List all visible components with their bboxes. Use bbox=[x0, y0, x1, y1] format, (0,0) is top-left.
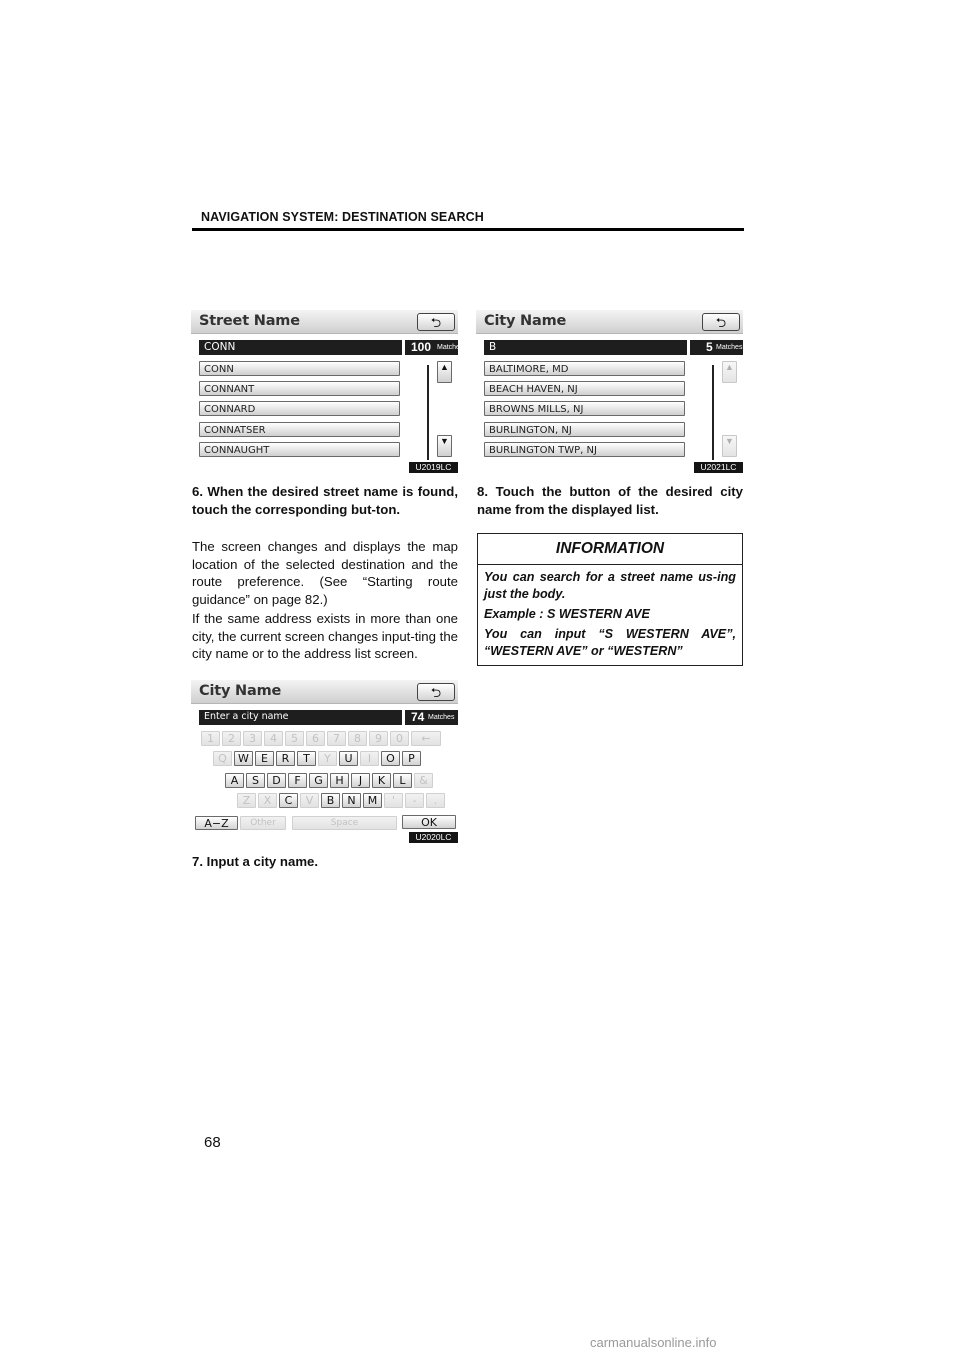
divider bbox=[402, 340, 405, 355]
keyboard-key[interactable]: H bbox=[330, 773, 349, 788]
keyboard-key[interactable]: X bbox=[258, 793, 277, 808]
keyboard-key[interactable]: N bbox=[342, 793, 361, 808]
scroll-up-button[interactable]: ▲ bbox=[722, 361, 737, 383]
space-button[interactable]: Space bbox=[292, 816, 397, 830]
match-label: Matches bbox=[428, 714, 455, 721]
keyboard-key[interactable]: B bbox=[321, 793, 340, 808]
keyboard-key[interactable]: W bbox=[234, 751, 253, 766]
keyboard-key[interactable]: G bbox=[309, 773, 328, 788]
search-input-value: B bbox=[489, 341, 497, 353]
keyboard-key[interactable]: K bbox=[372, 773, 391, 788]
divider bbox=[402, 710, 405, 725]
header-rule bbox=[192, 228, 744, 231]
keyboard-key[interactable]: D bbox=[267, 773, 286, 788]
keyboard-key[interactable]: . bbox=[426, 793, 445, 808]
back-arrow-icon: ⮌ bbox=[715, 314, 727, 330]
screen-title-bar bbox=[191, 310, 458, 334]
keyboard-key[interactable]: Q bbox=[213, 751, 232, 766]
keyboard-key[interactable]: M bbox=[363, 793, 382, 808]
street-list-item[interactable]: CONNANT bbox=[199, 381, 400, 396]
keyboard-key[interactable]: S bbox=[246, 773, 265, 788]
keyboard-key[interactable]: P bbox=[402, 751, 421, 766]
keyboard-key[interactable]: 7 bbox=[327, 731, 346, 746]
search-input-bar[interactable] bbox=[199, 340, 464, 355]
paragraph-same-address: If the same address exists in more than one city, the current screen changes input-ting the city name or to the address list screen. bbox=[192, 611, 458, 661]
step-6-text: 6. When the desired street name is found, touch the corresponding but-ton. bbox=[192, 484, 458, 517]
match-label: Matches bbox=[437, 344, 464, 351]
city-name-list-screen bbox=[476, 310, 743, 473]
back-arrow-icon: ⮌ bbox=[430, 314, 442, 330]
city-input-bar[interactable] bbox=[199, 710, 458, 725]
figure-code: U2019LC bbox=[409, 462, 458, 473]
scroll-down-button[interactable]: ▼ bbox=[722, 435, 737, 457]
keyboard-key[interactable]: 5 bbox=[285, 731, 304, 746]
keyboard-key[interactable]: ← bbox=[411, 731, 441, 746]
step-7-text: 7. Input a city name. bbox=[192, 854, 319, 869]
information-line: You can search for a street name us-ing just the body. bbox=[484, 570, 736, 601]
information-heading: INFORMATION bbox=[478, 534, 742, 565]
match-count: 100 bbox=[411, 340, 432, 354]
street-list-item[interactable]: CONNAUGHT bbox=[199, 442, 400, 457]
match-count: 5 bbox=[706, 340, 713, 354]
city-list-item[interactable]: BALTIMORE, MD bbox=[484, 361, 685, 376]
street-list-item[interactable]: CONNARD bbox=[199, 401, 400, 416]
keyboard-key[interactable]: T bbox=[297, 751, 316, 766]
screen-title: City Name bbox=[484, 313, 567, 329]
street-name-screen bbox=[191, 310, 464, 473]
information-box bbox=[477, 533, 743, 666]
keyboard-key[interactable]: A bbox=[225, 773, 244, 788]
keyboard-key[interactable]: 8 bbox=[348, 731, 367, 746]
keyboard-key[interactable]: I bbox=[360, 751, 379, 766]
figure-code: U2021LC bbox=[694, 462, 743, 473]
divider bbox=[687, 340, 690, 355]
screen-title: City Name bbox=[199, 683, 282, 699]
screen-title: Street Name bbox=[199, 313, 300, 329]
keyboard-key[interactable]: 4 bbox=[264, 731, 283, 746]
city-list-item[interactable]: BURLINGTON, NJ bbox=[484, 422, 685, 437]
keyboard-key[interactable]: 0 bbox=[390, 731, 409, 746]
ok-button[interactable]: OK bbox=[402, 815, 456, 829]
a-z-button[interactable]: A−Z bbox=[195, 816, 238, 830]
city-input-placeholder: Enter a city name bbox=[204, 711, 289, 722]
keyboard-key[interactable]: R bbox=[276, 751, 295, 766]
section-header: NAVIGATION SYSTEM: DESTINATION SEARCH bbox=[201, 210, 484, 224]
step-8-text: 8. Touch the button of the desired city name from the displayed list. bbox=[477, 484, 743, 517]
back-arrow-icon: ⮌ bbox=[430, 684, 442, 700]
keyboard-key[interactable]: Z bbox=[237, 793, 256, 808]
scrollbar-track[interactable] bbox=[427, 365, 429, 460]
keyboard-key[interactable]: L bbox=[393, 773, 412, 788]
keyboard-key[interactable]: 2 bbox=[222, 731, 241, 746]
city-list-item[interactable]: BEACH HAVEN, NJ bbox=[484, 381, 685, 396]
keyboard-key[interactable]: 9 bbox=[369, 731, 388, 746]
city-list-item[interactable]: BROWNS MILLS, NJ bbox=[484, 401, 685, 416]
keyboard-key[interactable]: & bbox=[414, 773, 433, 788]
keyboard-key[interactable]: 3 bbox=[243, 731, 262, 746]
page-number: 68 bbox=[204, 1134, 221, 1151]
search-input-bar[interactable] bbox=[484, 340, 743, 355]
keyboard-key[interactable]: E bbox=[255, 751, 274, 766]
watermark: carmanualsonline.info bbox=[590, 1335, 717, 1350]
keyboard-key[interactable]: 1 bbox=[201, 731, 220, 746]
screen-title-bar bbox=[476, 310, 743, 334]
back-button[interactable] bbox=[702, 313, 740, 331]
match-count: 74 bbox=[411, 710, 425, 724]
other-button[interactable]: Other bbox=[240, 816, 286, 830]
keyboard-key[interactable]: Y bbox=[318, 751, 337, 766]
keyboard-key[interactable]: - bbox=[405, 793, 424, 808]
keyboard-key[interactable]: O bbox=[381, 751, 400, 766]
scroll-up-button[interactable]: ▲ bbox=[437, 361, 452, 383]
keyboard-key[interactable]: 6 bbox=[306, 731, 325, 746]
keyboard-key[interactable]: J bbox=[351, 773, 370, 788]
keyboard-key[interactable]: F bbox=[288, 773, 307, 788]
back-button[interactable] bbox=[417, 683, 455, 701]
keyboard-key[interactable]: C bbox=[279, 793, 298, 808]
street-list-item[interactable]: CONNATSER bbox=[199, 422, 400, 437]
screen-title-bar bbox=[191, 680, 458, 704]
match-label: Matches bbox=[716, 344, 743, 351]
information-line: You can input “S WESTERN AVE”, “WESTERN AVE” or “WESTERN” bbox=[484, 627, 736, 658]
street-list-item[interactable]: CONN bbox=[199, 361, 400, 376]
figure-code: U2020LC bbox=[409, 832, 458, 843]
search-input-value: CONN bbox=[204, 341, 236, 353]
city-name-input-screen bbox=[191, 680, 458, 843]
scroll-down-button[interactable]: ▼ bbox=[437, 435, 452, 457]
keyboard-key[interactable]: ' bbox=[384, 793, 403, 808]
keyboard-key[interactable]: V bbox=[300, 793, 319, 808]
city-list-item[interactable]: BURLINGTON TWP, NJ bbox=[484, 442, 685, 457]
information-example: Example : S WESTERN AVE bbox=[484, 607, 650, 621]
back-button[interactable] bbox=[417, 313, 455, 331]
paragraph-result: The screen changes and displays the map location of the selected destination and the route preference. (See “Starting route guidance” on page 82.) bbox=[192, 539, 458, 607]
scrollbar-track[interactable] bbox=[712, 365, 714, 460]
keyboard-key[interactable]: U bbox=[339, 751, 358, 766]
